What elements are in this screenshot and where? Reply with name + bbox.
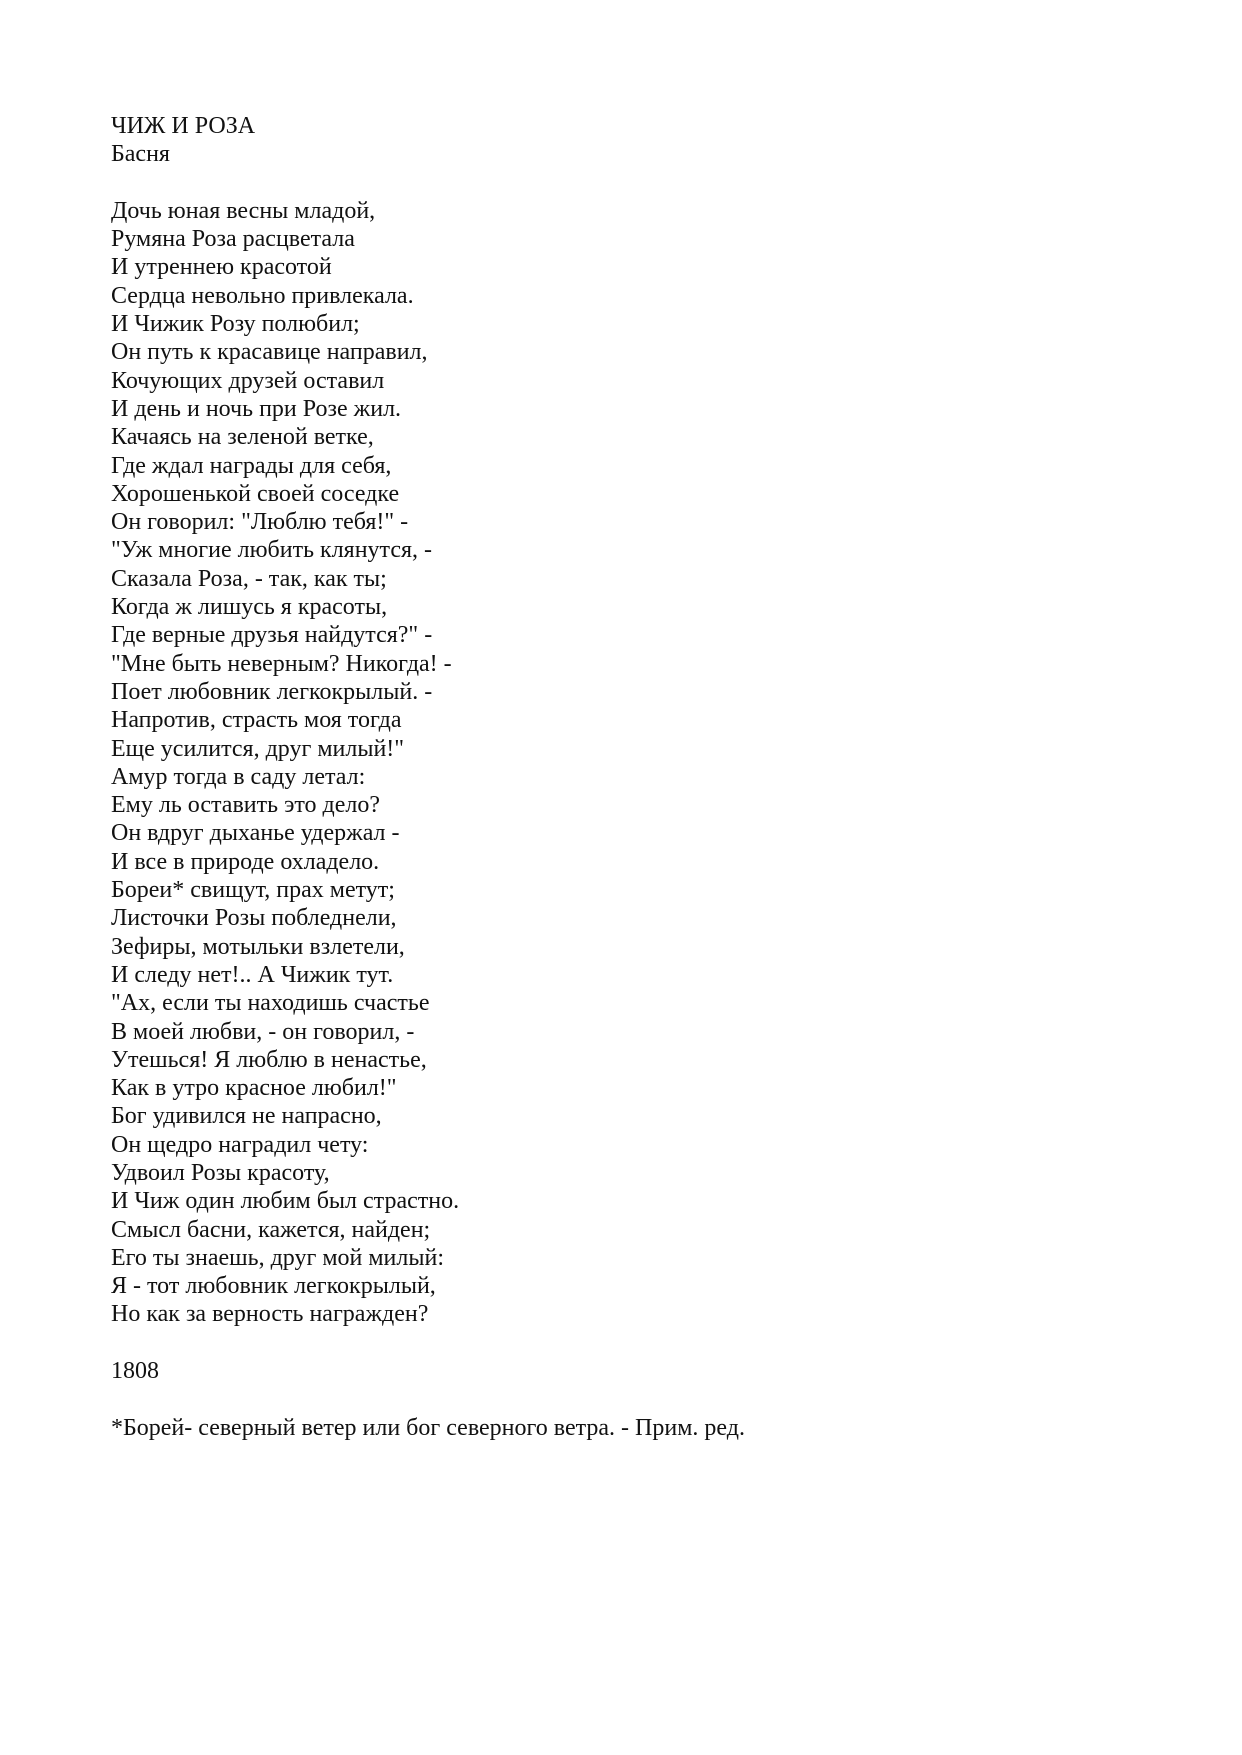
- poem-line: Поет любовник легкокрылый. -: [111, 678, 433, 705]
- poem-line: "Мне быть неверным? Никогда! -: [111, 650, 452, 677]
- poem-line: Когда ж лишусь я красоты,: [111, 594, 388, 621]
- poem-line: Качаясь на зеленой ветке,: [111, 424, 374, 451]
- footnote: *Борей- северный ветер или бог северного ветра. - Прим. ред.: [111, 1414, 745, 1441]
- poem-line: Удвоил Розы красоту,: [111, 1159, 330, 1186]
- poem-line: Он говорил: "Люблю тебя!" -: [111, 509, 409, 536]
- poem-line: Ему ль оставить это дело?: [111, 792, 381, 819]
- poem-text-block: [111, 112, 1161, 1442]
- poem-line: Амур тогда в саду летал:: [111, 763, 366, 790]
- poem-line: Он путь к красавице направил,: [111, 339, 428, 366]
- poem-line: Напротив, страсть моя тогда: [111, 707, 402, 734]
- poem-line: И утреннею красотой: [111, 254, 332, 281]
- poem-line: Дочь юная весны младой,: [111, 197, 376, 224]
- poem-line: В моей любви, - он говорил, -: [111, 1018, 415, 1045]
- poem-line: Еще усилится, друг милый!": [111, 735, 405, 762]
- poem-line: Как в утро красное любил!": [111, 1075, 397, 1102]
- poem-line: Листочки Розы побледнели,: [111, 905, 397, 932]
- poem-line: Где верные друзья найдутся?" -: [111, 622, 433, 649]
- poem-line: Сказала Роза, - так, как ты;: [111, 565, 387, 592]
- poem-line: И следу нет!.. А Чижик тут.: [111, 961, 394, 988]
- poem-line: И Чиж один любим был страстно.: [111, 1188, 460, 1215]
- blank-line: [111, 1329, 1161, 1357]
- poem-line: Румяна Роза расцветала: [111, 226, 355, 253]
- poem-line: Бореи* свищут, прах метут;: [111, 877, 395, 904]
- poem-line: Где ждал награды для себя,: [111, 452, 392, 479]
- poem-year: 1808: [111, 1358, 159, 1385]
- poem-line: Кочующих друзей оставил: [111, 367, 385, 394]
- blank-line: [111, 1385, 1161, 1413]
- poem-line: Хорошенькой своей соседке: [111, 480, 400, 507]
- poem-line: "Ах, если ты находишь счастье: [111, 990, 430, 1017]
- poem-line: Он вдруг дыханье удержал -: [111, 820, 400, 847]
- poem-line: "Уж многие любить клянутся, -: [111, 537, 433, 564]
- poem-line: Смысл басни, кажется, найден;: [111, 1216, 431, 1243]
- poem-line: И день и ночь при Розе жил.: [111, 395, 402, 422]
- poem-line: Утешься! Я люблю в ненастье,: [111, 1046, 427, 1073]
- poem-body: [111, 197, 1161, 1329]
- poem-line: И Чижик Розу полюбил;: [111, 311, 360, 338]
- poem-line: Он щедро наградил чету:: [111, 1131, 369, 1158]
- poem-line: Я - тот любовник легкокрылый,: [111, 1273, 436, 1300]
- poem-line: Его ты знаешь, друг мой милый:: [111, 1244, 444, 1271]
- blank-line: [111, 169, 1161, 197]
- poem-title: ЧИЖ И РОЗА: [111, 113, 256, 139]
- poem-subtitle: Басня: [111, 141, 170, 168]
- poem-line: Бог удивился не напрасно,: [111, 1103, 382, 1130]
- poem-line: Сердца невольно привлекала.: [111, 282, 414, 309]
- poem-line: Зефиры, мотыльки взлетели,: [111, 933, 405, 960]
- poem-line: Но как за верность награжден?: [111, 1301, 429, 1328]
- poem-line: И все в природе охладело.: [111, 848, 380, 875]
